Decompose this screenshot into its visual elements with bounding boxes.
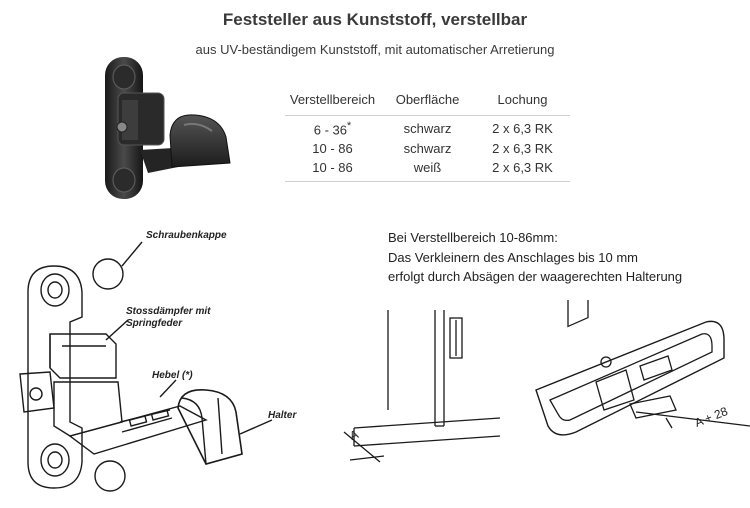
cell-range: 6 - 36* xyxy=(313,120,352,138)
table-row xyxy=(285,116,570,138)
table-row xyxy=(285,137,570,156)
cell-surface: schwarz xyxy=(403,141,452,157)
label-lever: Hebel (*) xyxy=(152,370,193,381)
label-dim-a28: A + 28 xyxy=(692,404,730,430)
label-dim-a: A xyxy=(347,427,361,443)
col-header-surface: Oberfläche xyxy=(380,92,475,116)
note-line-1: Das Verkleinern des Anschlages bis 10 mm xyxy=(388,250,639,265)
page-title: Feststeller aus Kunststoff, verstellbar xyxy=(222,10,528,29)
label-damper-line-2: Springfeder xyxy=(126,318,183,329)
label-holder: Halter xyxy=(268,410,297,421)
page-subtitle: aus UV-beständigem Kunststoff, mit automatischer Arretierung xyxy=(195,42,555,57)
note-line-2: erfolgt durch Absägen der waagerechten Halterung xyxy=(388,269,683,284)
label-damper-line-1: Stossdämpfer mit xyxy=(126,306,211,317)
cell-holes: 2 x 6,3 RK xyxy=(492,121,553,137)
cell-surface: weiß xyxy=(380,156,475,182)
exploded-drawing xyxy=(10,222,340,508)
table-row xyxy=(285,156,570,182)
cell-holes: 2 x 6,3 RK xyxy=(492,141,553,157)
cell-range: 10 - 86 xyxy=(285,156,380,182)
asterisk-mark: * xyxy=(347,120,352,132)
cell-range: 10 - 86 xyxy=(312,141,353,157)
col-header-range: Verstellbereich xyxy=(285,92,380,116)
label-screw-cap: Schraubenkappe xyxy=(146,230,227,241)
product-photo xyxy=(100,55,240,205)
cell-holes: 2 x 6,3 RK xyxy=(475,156,570,182)
installation-drawing xyxy=(340,300,750,508)
cell-surface: schwarz xyxy=(403,121,452,137)
spec-table xyxy=(285,92,570,182)
note-heading: Bei Verstellbereich 10-86mm: xyxy=(388,230,558,245)
col-header-holes: Lochung xyxy=(475,92,570,116)
